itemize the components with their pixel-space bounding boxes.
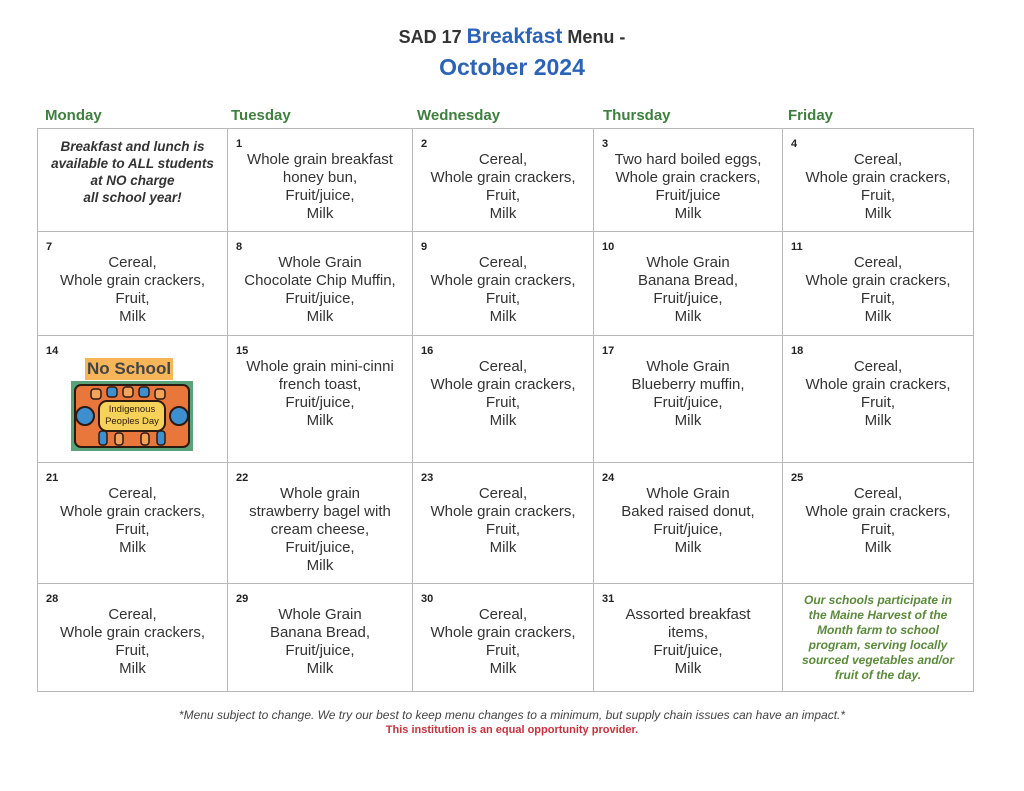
menu-line: Whole grain crackers, (59, 503, 206, 520)
menu-line: Fruit, (485, 290, 521, 307)
menu-items (228, 463, 412, 575)
menu-items (783, 129, 973, 223)
menu-line: Fruit/juice, (653, 642, 723, 659)
menu-line: at NO charge (90, 173, 175, 188)
menu-line: Banana Bread, (637, 272, 739, 289)
menu-line: Fruit, (485, 187, 521, 204)
menu-line: Banana Bread, (269, 624, 371, 641)
menu-line: Fruit/juice, (285, 290, 355, 307)
menu-line: Milk (674, 539, 702, 556)
menu-change-disclaimer: *Menu subject to change. We try our best to keep menu changes to a minimum, but supply chain issues can have an impact.* (178, 708, 846, 722)
menu-items (783, 232, 973, 326)
menu-line: Whole grain crackers, (805, 503, 951, 520)
page-title (0, 24, 1024, 50)
day-cell-22 (228, 463, 413, 584)
menu-items (228, 336, 412, 430)
week-row (38, 232, 974, 336)
menu-line: Whole Grain (278, 254, 362, 271)
date-number: 18 (791, 345, 804, 357)
menu-line: Milk (864, 205, 892, 222)
day-cell-9 (413, 232, 594, 336)
menu-items (413, 463, 593, 557)
weekday-header-row (37, 107, 973, 127)
info-cell-note (38, 129, 228, 232)
date-number: 31 (602, 593, 615, 605)
date-number: 23 (421, 472, 434, 484)
menu-line: Fruit/juice, (285, 539, 355, 556)
day-cell-8 (228, 232, 413, 336)
menu-line: Whole Grain (646, 485, 730, 502)
menu-line: Fruit/juice, (285, 642, 355, 659)
date-number: 30 (421, 593, 434, 605)
day-cell-15 (228, 336, 413, 463)
date-number: 24 (602, 472, 615, 484)
date-number: 4 (791, 138, 798, 150)
day-cell-29 (228, 584, 413, 692)
menu-line: Fruit, (115, 521, 150, 538)
menu-items (228, 129, 412, 223)
week-row (38, 336, 974, 463)
menu-line: Whole grain crackers, (805, 272, 951, 289)
day-cell-17 (594, 336, 783, 463)
image-caption-line: Peoples Day (105, 416, 159, 427)
menu-line: Two hard boiled eggs, (614, 151, 762, 168)
menu-line: Cereal, (478, 485, 528, 502)
week-row (38, 463, 974, 584)
title-prefix: SAD 17 (398, 27, 462, 47)
menu-line: Blueberry muffin, (631, 376, 745, 393)
menu-line: Milk (119, 308, 146, 325)
menu-line: Whole Grain (646, 358, 730, 375)
day-cell-3 (594, 129, 783, 232)
menu-items (783, 463, 973, 557)
menu-items (594, 463, 782, 557)
menu-line: Fruit, (860, 187, 896, 204)
menu-line: Cereal, (853, 358, 903, 375)
menu-line: Cereal, (853, 485, 903, 502)
menu-items (228, 584, 412, 678)
indigenous-peoples-day-image (71, 381, 193, 451)
menu-line: Milk (674, 660, 702, 677)
menu-line: Milk (306, 660, 334, 677)
menu-line: Whole grain crackers, (430, 169, 576, 186)
menu-line: Whole Grain (646, 254, 730, 271)
menu-line: Assorted breakfast (625, 606, 751, 623)
menu-line: Whole grain (279, 485, 361, 502)
day-cell-24 (594, 463, 783, 584)
menu-line: Cereal, (478, 254, 528, 271)
menu-line: Milk (864, 308, 892, 325)
day-cell-2 (413, 129, 594, 232)
day-cell-10 (594, 232, 783, 336)
image-caption-line: Indigenous (108, 404, 156, 415)
menu-items (594, 336, 782, 430)
date-number: 17 (602, 345, 615, 357)
menu-line: items, (667, 624, 708, 641)
menu-line: Month farm to school (817, 623, 939, 637)
menu-line: Milk (489, 539, 517, 556)
menu-line: Fruit/juice (655, 187, 721, 204)
day-cell-21 (38, 463, 228, 584)
menu-line: Whole grain crackers, (59, 624, 206, 641)
menu-line: Cereal, (478, 606, 528, 623)
title-suffix: Menu - (567, 27, 626, 47)
menu-line: cream cheese, (270, 521, 370, 538)
menu-line: Whole grain crackers, (805, 169, 951, 186)
no-school-label: No School (87, 359, 172, 378)
menu-line: the Maine Harvest of the (808, 608, 948, 622)
day-cell-30 (413, 584, 594, 692)
menu-line: all school year! (83, 190, 182, 205)
date-number: 9 (421, 241, 428, 253)
menu-line: Fruit, (860, 521, 896, 538)
maine-harvest-note (783, 584, 973, 683)
menu-line: Fruit, (485, 521, 521, 538)
info-cell-harvest (783, 584, 974, 692)
menu-line: Cereal, (853, 151, 903, 168)
menu-line: Milk (306, 308, 334, 325)
menu-items (228, 232, 412, 326)
day-cell-25 (783, 463, 974, 584)
menu-line: Whole grain crackers, (59, 272, 206, 289)
menu-line: Fruit/juice, (653, 290, 723, 307)
menu-line: Our schools participate in (803, 593, 953, 607)
menu-line: Milk (306, 205, 334, 222)
date-number: 25 (791, 472, 804, 484)
menu-line: french toast, (278, 376, 362, 393)
menu-items (594, 232, 782, 326)
day-cell-28 (38, 584, 228, 692)
menu-line: Milk (489, 412, 517, 429)
footer (0, 708, 1024, 737)
menu-line: Breakfast and lunch is (60, 139, 205, 154)
menu-items (38, 463, 227, 557)
menu-line: Cereal, (108, 485, 157, 502)
menu-line: available to ALL students (51, 156, 214, 171)
date-number: 11 (791, 241, 803, 253)
menu-line: Milk (489, 308, 517, 325)
menu-line: Fruit, (860, 290, 896, 307)
title-accent: Breakfast (466, 25, 563, 48)
menu-line: Whole grain crackers, (430, 272, 576, 289)
menu-line: Milk (864, 412, 892, 429)
menu-items (413, 129, 593, 223)
menu-line: Whole grain breakfast (247, 151, 393, 168)
menu-line: Milk (674, 412, 702, 429)
date-number: 2 (421, 138, 428, 150)
day-cell-31 (594, 584, 783, 692)
menu-line: Whole grain crackers, (430, 503, 576, 520)
day-cell-18 (783, 336, 974, 463)
date-number: 28 (46, 593, 59, 605)
day-cell-7 (38, 232, 228, 336)
equal-opportunity-statement: This institution is an equal opportunity provider. (385, 724, 639, 736)
menu-line: Fruit/juice, (285, 394, 355, 411)
date-number: 21 (46, 472, 59, 484)
menu-items (594, 129, 782, 223)
date-number: 15 (236, 345, 249, 357)
menu-line: Whole grain crackers, (430, 624, 576, 641)
menu-line: Fruit/juice, (285, 187, 355, 204)
menu-items (413, 336, 593, 430)
menu-line: Fruit/juice, (653, 394, 723, 411)
menu-line: Fruit, (485, 642, 521, 659)
menu-items (413, 232, 593, 326)
menu-items (38, 232, 227, 326)
menu-items (783, 336, 973, 430)
menu-line: Milk (864, 539, 892, 556)
week-row (38, 584, 974, 692)
menu-line: fruit of the day. (834, 668, 922, 682)
menu-items (413, 584, 593, 678)
menu-line: Milk (674, 205, 702, 222)
day-cell-11 (783, 232, 974, 336)
menu-line: Milk (489, 205, 517, 222)
day-cell-4 (783, 129, 974, 232)
menu-line: Whole grain crackers, (805, 376, 951, 393)
day-header-friday: Friday (788, 107, 834, 124)
menu-line: Cereal, (108, 606, 157, 623)
date-number: 14 (46, 345, 59, 357)
day-cell-16 (413, 336, 594, 463)
menu-line: Fruit, (485, 394, 521, 411)
menu-line: Baked raised donut, (621, 503, 755, 520)
menu-line: Cereal, (108, 254, 157, 271)
menu-line: Cereal, (478, 358, 528, 375)
menu-line: program, serving locally (808, 638, 948, 652)
day-header-tuesday: Tuesday (231, 107, 291, 124)
menu-line: Milk (306, 557, 334, 574)
menu-line: Chocolate Chip Muffin, (244, 272, 396, 289)
menu-line: Cereal, (853, 254, 903, 271)
date-number: 8 (236, 241, 243, 253)
menu-line: sourced vegetables and/or (801, 653, 955, 667)
date-number: 10 (602, 241, 615, 253)
day-header-monday: Monday (45, 107, 102, 124)
menu-line: strawberry bagel with (249, 503, 391, 520)
menu-line: Fruit, (115, 642, 150, 659)
free-meals-note (38, 129, 227, 206)
menu-items (38, 584, 227, 678)
menu-line: Whole grain mini-cinni (246, 358, 394, 375)
date-number: 29 (236, 593, 249, 605)
day-header-wednesday: Wednesday (417, 107, 501, 124)
menu-line: Cereal, (478, 151, 528, 168)
menu-calendar-grid (37, 128, 974, 692)
menu-line: Milk (306, 412, 334, 429)
menu-line: Whole grain crackers, (430, 376, 576, 393)
date-number: 1 (236, 138, 243, 150)
menu-line: Whole grain crackers, (615, 169, 761, 186)
date-number: 7 (46, 241, 53, 253)
date-number: 3 (602, 138, 609, 150)
date-number: 16 (421, 345, 434, 357)
month-title: October 2024 (439, 54, 585, 80)
menu-line: Fruit, (860, 394, 896, 411)
day-cell-14 (38, 336, 228, 463)
day-cell-23 (413, 463, 594, 584)
menu-line: Fruit/juice, (653, 521, 723, 538)
menu-line: Milk (119, 660, 146, 677)
menu-line: honey bun, (282, 169, 358, 186)
menu-line: Milk (489, 660, 517, 677)
day-cell-1 (228, 129, 413, 232)
date-number: 22 (236, 472, 249, 484)
week-row (38, 129, 974, 232)
menu-header (0, 24, 1024, 82)
day-header-thursday: Thursday (603, 107, 671, 124)
menu-line: Whole Grain (278, 606, 362, 623)
menu-items (594, 584, 782, 678)
menu-line: Milk (674, 308, 702, 325)
menu-line: Milk (119, 539, 146, 556)
menu-line: Fruit, (115, 290, 150, 307)
